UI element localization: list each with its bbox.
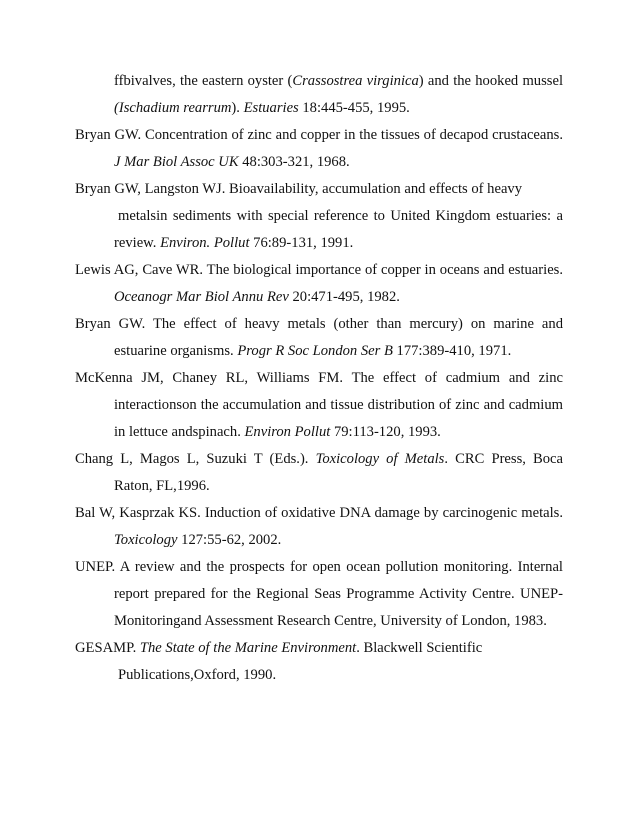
reference-6-line-1: Raton, FL,1996.: [114, 478, 210, 494]
reference-3-line-1: Oceanogr Mar Biol Annu Rev 20:471-495, 1982.: [114, 289, 400, 305]
reference-3-line-0: Lewis AG, Cave WR. The biological importance of copper in oceans and estuaries.: [75, 262, 563, 278]
reference-4-line-1: estuarine organisms. Progr R Soc London Ser B 177:389-410, 1971.: [114, 343, 512, 359]
reference-1-line-0: Bryan GW. Concentration of zinc and copper in the tissues of decapod crustaceans.: [75, 127, 563, 143]
reference-2-line-0: Bryan GW, Langston WJ. Bioavailability, accumulation and effects of heavy: [75, 181, 523, 197]
reference-4-line-0: Bryan GW. The effect of heavy metals (other than mercury) on marine and: [75, 316, 563, 332]
reference-7-line-0: Bal W, Kasprzak KS. Induction of oxidative DNA damage by carcinogenic metals.: [75, 505, 563, 521]
reference-8-line-2: Monitoringand Assessment Research Centre, University of London, 1983.: [114, 613, 547, 629]
reference-2-line-1: metalsin sediments with special reference to United Kingdom estuaries: a: [118, 208, 563, 224]
reference-0-line-1: (Ischadium rearrum). Estuaries 18:445-455, 1995.: [114, 100, 410, 116]
reference-9-line-1: Publications,Oxford, 1990.: [118, 667, 277, 683]
reference-5-line-1: interactionson the accumulation and tissue distribution of zinc and cadmium: [114, 397, 563, 413]
reference-9-line-0: GESAMP. The State of the Marine Environment. Blackwell Scientific: [75, 640, 483, 656]
reference-8-line-0: UNEP. A review and the prospects for open ocean pollution monitoring. Internal: [75, 559, 563, 575]
reference-6-line-0: Chang L, Magos L, Suzuki T (Eds.). Toxicology of Metals. CRC Press, Boca: [75, 451, 564, 467]
reference-0-line-0: ffbivalves, the eastern oyster (Crassostrea virginica) and the hooked mussel: [114, 73, 563, 89]
reference-1-line-1: J Mar Biol Assoc UK 48:303-321, 1968.: [114, 154, 350, 170]
reference-2-line-2: review. Environ. Pollut 76:89-131, 1991.: [114, 235, 354, 251]
reference-8-line-1: report prepared for the Regional Seas Programme Activity Centre. UNEP-: [114, 586, 563, 602]
reference-5-line-0: McKenna JM, Chaney RL, Williams FM. The effect of cadmium and zinc: [75, 370, 563, 386]
reference-7-line-1: Toxicology 127:55-62, 2002.: [114, 532, 282, 548]
reference-5-line-2: in lettuce andspinach. Environ Pollut 79:113-120, 1993.: [114, 424, 441, 440]
